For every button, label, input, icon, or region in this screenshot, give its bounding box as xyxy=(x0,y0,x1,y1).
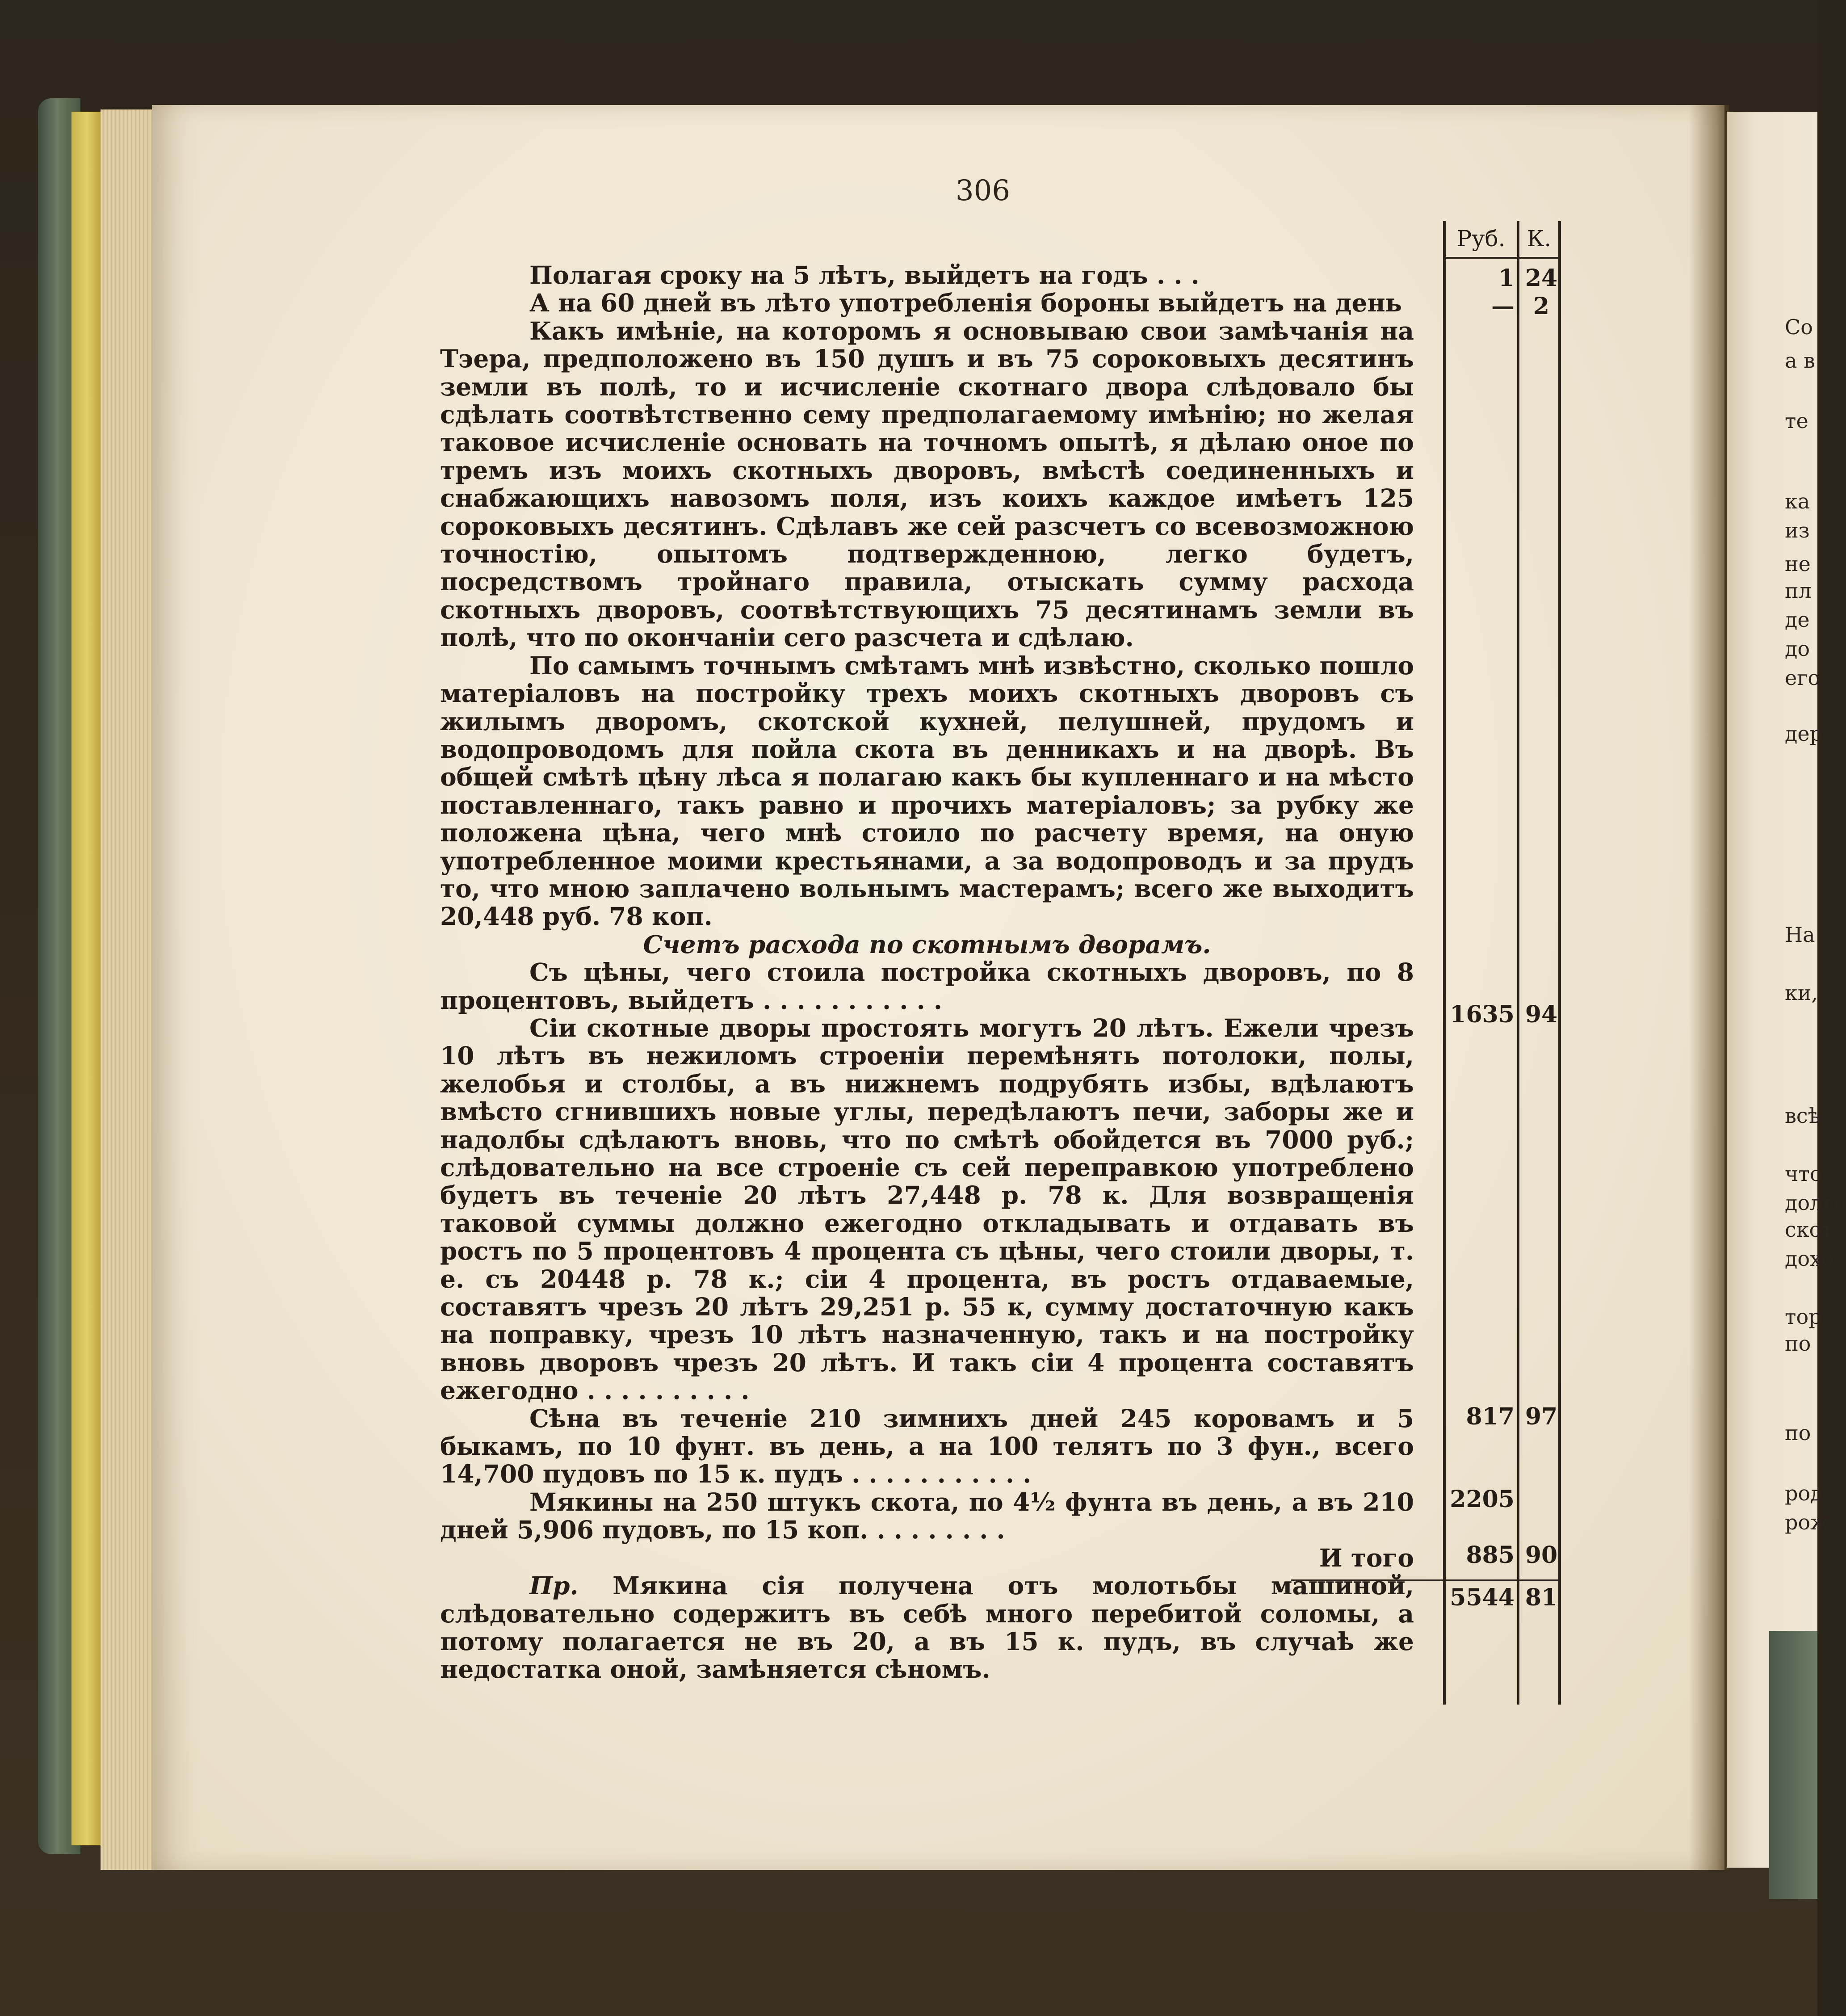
note-paragraph xyxy=(440,1572,1414,1684)
ledger-right-rule xyxy=(1558,221,1561,1705)
next-page-fragment: де xyxy=(1785,608,1810,632)
next-page-fragment: по xyxy=(1785,1421,1811,1445)
amount-rub: 885 xyxy=(1466,1541,1515,1569)
amount-kop: 90 xyxy=(1525,1541,1558,1569)
amount-kop: 2 xyxy=(1533,293,1550,320)
amount-rub: — xyxy=(1491,293,1515,320)
gilt-page-edge xyxy=(71,112,103,1845)
amount-kop: 97 xyxy=(1525,1403,1558,1430)
next-page-fragment: всѣ xyxy=(1785,1104,1821,1128)
amount-rub: 817 xyxy=(1466,1403,1515,1430)
page-text xyxy=(440,261,1414,1684)
next-page-fragment: род xyxy=(1785,1481,1823,1505)
amount-rub: 1 xyxy=(1498,265,1515,292)
amount-kop: 24 xyxy=(1525,265,1558,292)
next-page-fragment: ки, xyxy=(1785,981,1818,1005)
next-page-fragment: На xyxy=(1785,923,1815,947)
paragraph: А на 60 дней въ лѣто употребленія бороны выйдетъ на день xyxy=(529,288,1402,318)
amount-rub: 2205 xyxy=(1450,1486,1515,1513)
next-page-fragment: Со xyxy=(1785,315,1813,339)
next-page-fragment: ка xyxy=(1785,489,1810,513)
amount-total-rub: 5544 xyxy=(1450,1584,1515,1611)
ledger-middle-rule xyxy=(1517,221,1519,1705)
amount-rub: 1635 xyxy=(1450,1001,1515,1028)
next-page-fragment: из xyxy=(1785,518,1810,542)
next-page-fragment: тор xyxy=(1785,1305,1822,1329)
total-label: И того xyxy=(1319,1543,1414,1572)
next-page-fragment: не xyxy=(1785,552,1811,576)
next-page-fragment: пл xyxy=(1785,579,1812,603)
next-page-fragment: те xyxy=(1785,409,1808,433)
ledger-left-rule xyxy=(1443,221,1446,1705)
next-page-fragment: долго xyxy=(1785,1191,1846,1215)
column-header-rub: Руб. xyxy=(1456,226,1506,252)
next-page-fragment: скот xyxy=(1785,1218,1833,1242)
section-heading: Счетъ расхода по скотнымъ дворамъ. xyxy=(643,929,1211,959)
next-page-fragment: по xyxy=(1785,1331,1811,1356)
next-page-fragment: его xyxy=(1785,666,1821,690)
note-label: Пр. xyxy=(529,1571,579,1600)
paragraph: Мякины на 250 штукъ скота, по 4½ фунта въ день, а въ 210 дней 5,906 пудовъ, по 15 коп. . . . . . . . . xyxy=(440,1487,1414,1545)
next-page-fragment: рож xyxy=(1785,1510,1829,1534)
paragraph: Полагая сроку на 5 лѣтъ, выйдетъ на годъ . . . xyxy=(529,260,1200,290)
amount-total-kop: 81 xyxy=(1525,1584,1558,1611)
page-number: 306 xyxy=(955,174,1011,207)
paragraph: По самымъ точнымъ смѣтамъ мнѣ извѣстно, сколько пошло матеріаловъ на постройку трехъ моихъ скотныхъ дворовъ съ жилымъ дворомъ, скотской кухней, пелушней, прудомъ и водопроводомъ для пойла скота въ денникахъ и на дворѣ. Въ общей смѣтѣ цѣну лѣса я полагаю какъ бы купленнаго и на мѣсто поставленнаго, такъ равно и прочихъ матеріаловъ; за рубку же положена цѣна, чего мнѣ стоило по расчету время, на оную употребленное моими крестьянами, а за водопроводъ и за прудъ то, что мною заплачено вольнымъ мастерамъ; всего же выходитъ 20,448 руб. 78 коп. xyxy=(440,651,1414,931)
next-page-fragment: а в xyxy=(1785,349,1815,373)
column-header-kop: К. xyxy=(1527,226,1552,252)
right-cover-edge xyxy=(1769,1631,1817,1899)
paragraph: Сіи скотные дворы простоять могутъ 20 лѣтъ. Ежели чрезъ 10 лѣтъ въ нежиломъ строеніи перемѣнять потолоки, полы, желобья и столбы, а въ нижнемъ подрубять избы, вдѣлаютъ вмѣсто сгнившихъ новые углы, передѣлаютъ печи, заборы же и надолбы сдѣлаютъ вновь, что по смѣтѣ обойдется въ 7000 руб.; слѣдовательно на все строеніе съ сей переправкою употреблено будетъ въ теченіе 20 лѣтъ 27,448 р. 78 к. Для возвращенія таковой суммы должно ежегодно откладывать и отдавать въ ростъ по 5 процентовъ 4 процента съ цѣны, чего стоили дворы, т. е. съ 20448 р. 78 к.; сіи 4 процента, въ ростъ отдаваемые, составятъ чрезъ 20 лѣтъ 29,251 р. 55 к, сумму достаточную какъ на поправку, чрезъ 10 лѣтъ назначенную, такъ и на постройку вновь дворовъ чрезъ 20 лѣтъ. И такъ сіи 4 процента составятъ ежегодно . . . . . . . . . . xyxy=(440,1013,1414,1405)
book-gutter xyxy=(1689,105,1729,1870)
ledger-header-rule xyxy=(1443,257,1561,259)
next-page-fragment: до xyxy=(1785,637,1810,661)
paragraph: Съ цѣны, чего стоила постройка скотныхъ дворовъ, по 8 процентовъ, выйдетъ . . . . . . . . . . . xyxy=(440,958,1414,1015)
paragraph: Какъ имѣніе, на которомъ я основываю свои замѣчанія на Тэера, предположено въ 150 душъ и въ 75 сороковыхъ десятинъ земли въ полѣ, то и исчисленіе скотнаго двора слѣдовало бы сдѣлать соотвѣтственно сему предполагаемому имѣнію; но желая таковое исчисленіе основать на точномъ опытѣ, я дѣлаю оное по тремъ изъ моихъ скотныхъ дворовъ, вмѣстѣ соединенныхъ и снабжающихъ навозомъ поля, изъ коихъ каждое имѣетъ 125 сороковыхъ десятинъ. Сдѣлавъ же сей разсчетъ со всевозможною точностію, опытомъ подтвержденною, легко будетъ, посредствомъ тройнаго правила, отыскать сумму расхода скотныхъ дворовъ, соотвѣтствующихъ 75 десятинамъ земли въ полѣ, что по окончаніи сего разсчета и сдѣлаю. xyxy=(440,316,1414,652)
ledger-columns xyxy=(1443,221,1561,1705)
next-page-fragment: дохо xyxy=(1785,1247,1834,1271)
next-page-fragment: дер xyxy=(1785,722,1823,746)
amount-kop: 94 xyxy=(1525,1001,1558,1028)
next-page-fragment: что xyxy=(1785,1162,1822,1186)
note-text: Мякина сія получена отъ молотьбы машиной, слѣдовательно содержитъ въ себѣ много перебитой соломы, а потому полагается не въ 20, а въ 15 к. пудъ, въ случаѣ же недостатка оной, замѣняется сѣномъ. xyxy=(440,1571,1414,1684)
paragraph: Сѣна въ теченіе 210 зимнихъ дней 245 коровамъ и 5 быкамъ, по 10 фунт. въ день, а на 100 телятъ по 3 фун., всего 14,700 пудовъ по 15 к. пудъ . . . . . . . . . . . xyxy=(440,1403,1414,1489)
